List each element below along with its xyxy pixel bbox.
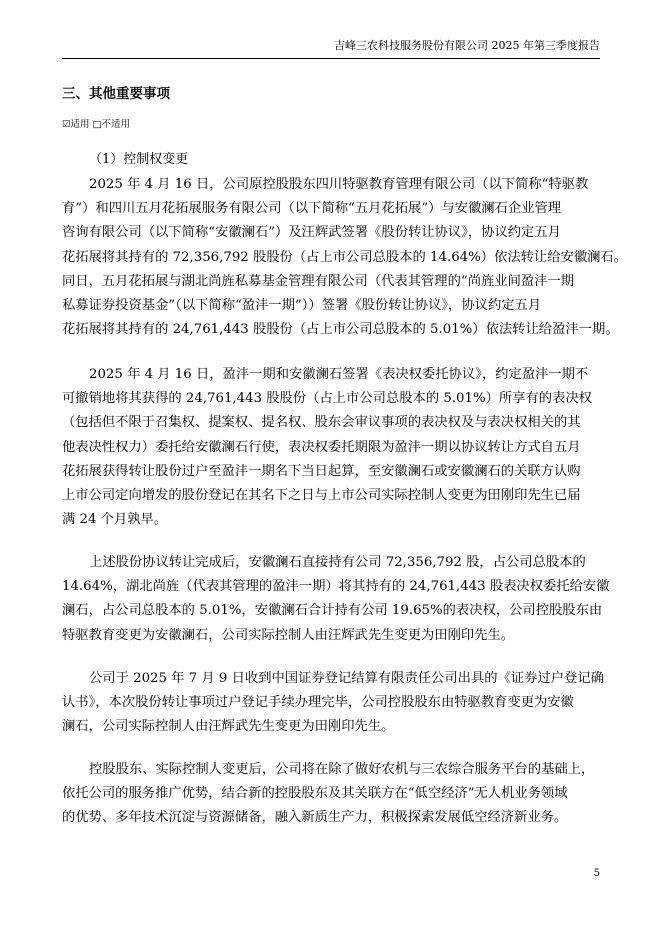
paragraph-line: 控股股东、实际控制人变更后，公司将在除了做好农机与三农综合服务平台的基础上， — [89, 762, 595, 777]
paragraph-post-transfer — [62, 551, 610, 648]
paragraph-voting-proxy — [62, 363, 600, 532]
paragraph-line: 他表决性权力）委托给安徽澜石行使，表决权委托期限为盈沣一期以协议转让方式自五月 — [62, 439, 581, 455]
paragraph-line: 育”）和四川五月花拓展服务有限公司（以下简称“五月花拓展”）与安徽澜石企业管理 — [62, 201, 562, 217]
paragraph-line: 满 24 个月孰早。 — [62, 512, 168, 528]
paragraph-line: 花拓展将其持有的 72,356,792 股股份（占上市公司总股本的 14.64%）依法转让给安徽澜石。 — [62, 249, 628, 265]
paragraph-line: 花拓展获得转让股份过户至盈沣一期名下当日起算，至安徽澜石或安徽澜石的关联方认购 — [62, 463, 581, 479]
paragraph-line: 依托公司的服务推广优势，结合新的控股股东及其关联方在“低空经济”无人机业务领域 — [62, 786, 568, 802]
paragraph-line: 可撤销地将其获得的 24,761,443 股股份（占上市公司总股本的 5.01%）所享有的表决权 — [62, 391, 592, 407]
section-title: 三、其他重要事项 — [62, 86, 170, 102]
paragraph-line: 的优势、多年技术沉淀与资源储备，融入新质生产力，积极探索发展低空经济新业务。 — [62, 810, 568, 826]
paragraph-line: 2025 年 4 月 16 日，盈沣一期和安徽澜石签署《表决权委托协议》，约定盈沣一期不 — [89, 367, 589, 382]
applicability-checkbox-text: ☑适用 □不适用 — [62, 119, 131, 130]
paragraph-line: 上述股份协议转让完成后，安徽澜石直接持有公司 72,356,792 股，占公司总股本的 — [89, 555, 586, 570]
paragraph-line: 同日，五月花拓展与湖北尚旌私募基金管理有限公司（代表其管理的“尚旌业间盈沣一期 — [62, 273, 575, 289]
paragraph-line: 私募证券投资基金”（以下简称“盈沣一期”））签署《股份转让协议》，协议约定五月 — [62, 298, 542, 314]
page-number: 5 — [593, 868, 600, 879]
paragraph-line: 14.64%，湖北尚旌（代表其管理的盈沣一期）将其持有的 24,761,443 股表决权委托给安徽 — [62, 579, 610, 595]
paragraph-line: 澜石，占公司总股本的 5.01%，安徽澜石合计持有公司 19.65%的表决权，公司控股股东由 — [62, 603, 603, 619]
paragraph-strategy — [62, 758, 600, 831]
header-divider — [62, 58, 600, 59]
paragraph-registration — [62, 667, 604, 740]
paragraph-line: （包括但不限于召集权、提案权、提名权、股东会审议事项的表决权及与表决权相关的其 — [62, 415, 581, 431]
paragraph-line: 花拓展将其持有的 24,761,443 股股份（占上市公司总股本的 5.01%）依法转让给盈沣一期。 — [62, 322, 619, 338]
paragraph-line: 公司于 2025 年 7 月 9 日收到中国证券登记结算有限责任公司出具的《证券过户登记确 — [89, 671, 604, 686]
paragraph-share-transfer — [62, 173, 628, 342]
paragraph-line: 上市公司定向增发的股份登记在其名下之日与上市公司实际控制人变更为田刚印先生已届 — [62, 488, 581, 504]
paragraph-line: 特驱教育变更为安徽澜石，公司实际控制人由汪辉武先生变更为田刚印先生。 — [62, 627, 515, 643]
report-header: 吉峰三农科技服务股份有限公司 2025 年第三季度报告 — [334, 39, 600, 52]
subsection-title: （1）控制权变更 — [89, 152, 189, 167]
paragraph-line: 澜石，公司实际控制人由汪辉武先生变更为田刚印先生。 — [62, 719, 395, 735]
paragraph-line: 咨询有限公司（以下简称“安徽澜石”）及汪辉武签署《股份转让协议》，协议约定五月 — [62, 225, 561, 241]
paragraph-line: 认书》，本次股份转让事项过户登记手续办理完毕，公司控股股东由特驱教育变更为安徽 — [62, 695, 574, 711]
paragraph-line: 2025 年 4 月 16 日，公司原控股股东四川特驱教育管理有限公司（以下简称“特驱教 — [89, 177, 589, 192]
